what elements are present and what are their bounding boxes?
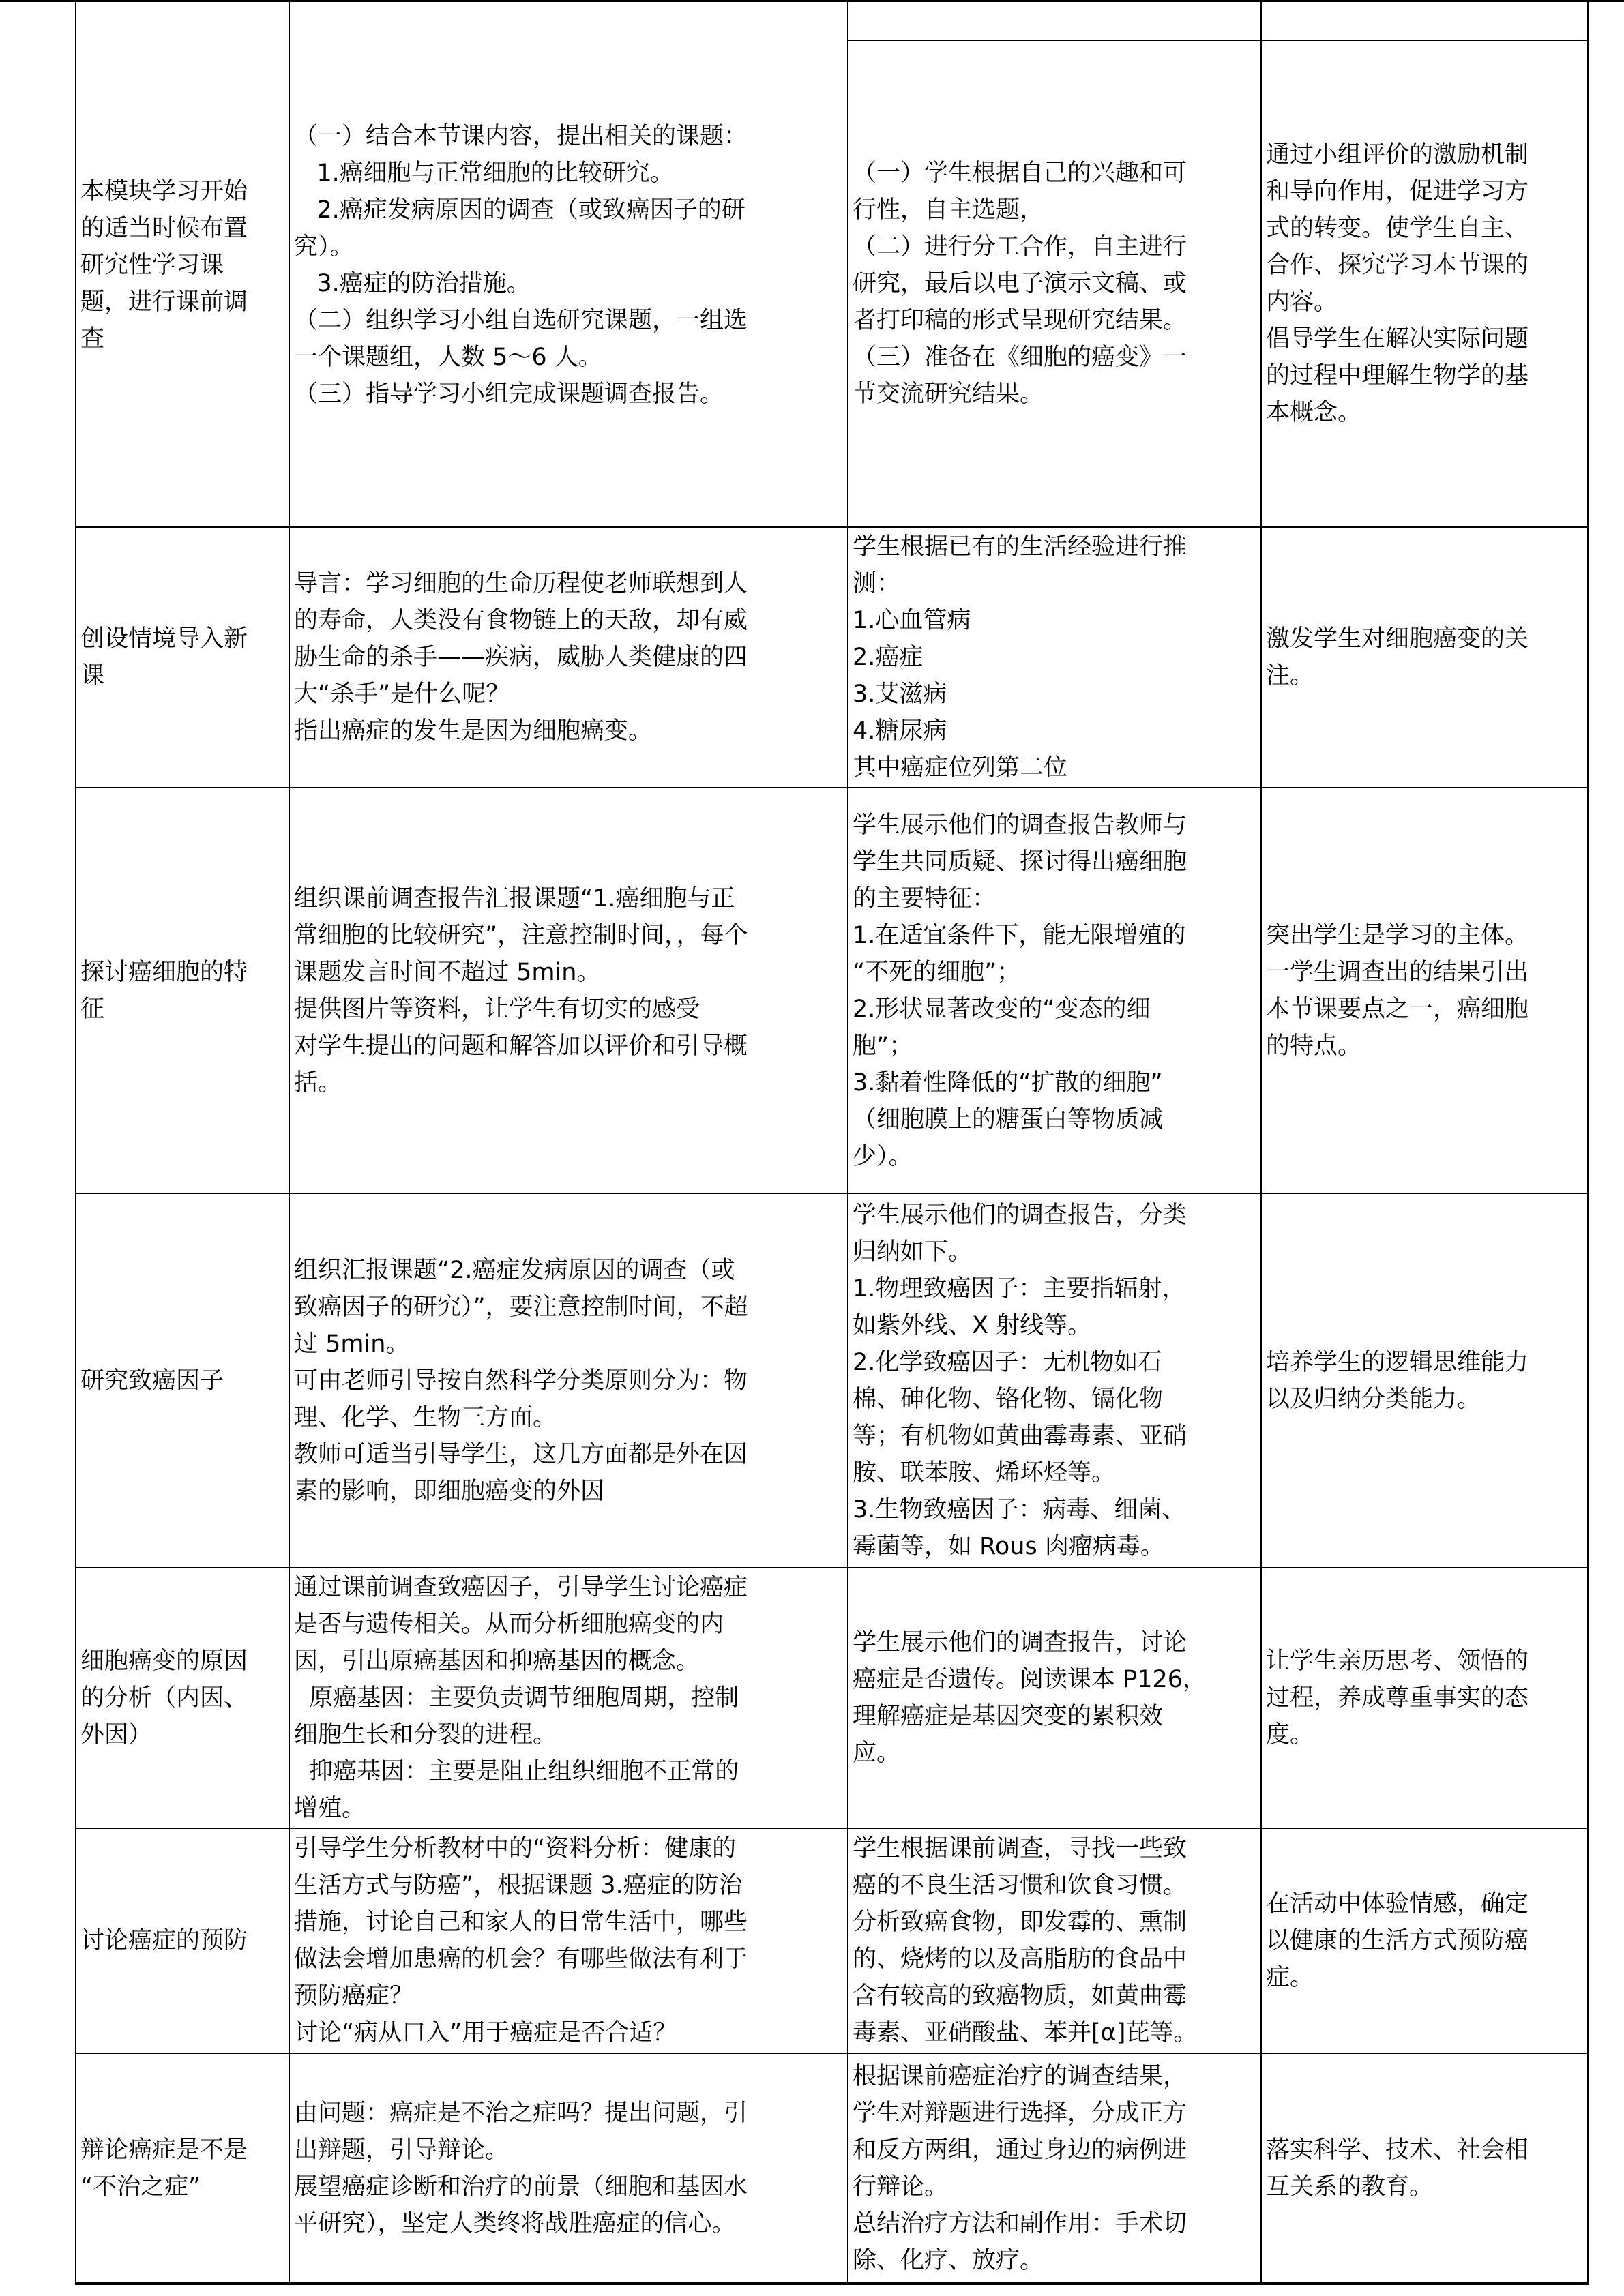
stage-cell <box>76 528 289 787</box>
text-line: 测： <box>853 570 901 597</box>
text-line: 征 <box>80 995 105 1023</box>
text-line: 究）。 <box>294 233 354 260</box>
student-activity-cell <box>848 1568 1260 1828</box>
text-line: （一）学生根据自己的兴趣和可 <box>853 160 1187 187</box>
text-line: 4.糖尿病 <box>853 717 947 745</box>
text-line: 学生共同质疑、探讨得出癌细胞 <box>853 848 1187 876</box>
text-line: 过 5min。 <box>294 1330 410 1358</box>
text-line: 癌的不良生活习惯和饮食习惯。 <box>853 1872 1187 1899</box>
text-line: 胁生命的杀手——疾病，威胁人类健康的四 <box>294 644 748 671</box>
text-line: 研究，最后以电子演示文稿、或 <box>853 270 1187 297</box>
text-line: 过程，养成尊重事实的态 <box>1266 1684 1529 1712</box>
text-line: 导言：学习细胞的生命历程使老师联想到人 <box>294 570 748 597</box>
text-line: 是否与遗传相关。从而分析细胞癌变的内 <box>294 1611 724 1638</box>
stage-cell <box>76 1568 289 1828</box>
design-intent-cell <box>1262 1194 1587 1567</box>
text-line: 出辩题，引导辩论。 <box>294 2136 510 2164</box>
text-line: 以健康的生活方式预防癌 <box>1266 1927 1529 1954</box>
text-line: 等；有机物如黄曲霉毒素、亚硝 <box>853 1422 1187 1450</box>
text-line: 在活动中体验情感，确定 <box>1266 1890 1529 1918</box>
text-line: 本节课要点之一，癌细胞 <box>1266 995 1529 1023</box>
text-line: 学生根据已有的生活经验进行推 <box>853 533 1187 561</box>
text-line: 学生对辩题进行选择，分成正方 <box>853 2099 1187 2127</box>
text-line: 平研究），坚定人类终将战胜癌症的信心。 <box>294 2209 736 2237</box>
text-line: 课题发言时间不超过 5min。 <box>294 958 601 986</box>
text-line: 大“杀手”是什么呢？ <box>294 681 510 708</box>
text-line: 本模块学习开始 <box>80 177 248 205</box>
text-line: 对学生提出的问题和解答加以评价和引导概 <box>294 1032 748 1060</box>
text-line: 3.艾滋病 <box>853 681 947 708</box>
text-line: 突出学生是学习的主体。 <box>1266 921 1529 949</box>
text-line: 因，引出原癌基因和抑癌基因的概念。 <box>294 1648 700 1675</box>
teacher-activity-cell <box>290 528 847 787</box>
text-line: 癌症是否遗传。阅读课本 P126， <box>853 1666 1207 1693</box>
text-line: 致癌因子的研究）”，要注意控制时间，不超 <box>294 1293 748 1321</box>
text-line: 注。 <box>1266 662 1314 689</box>
text-line: 本概念。 <box>1266 399 1362 426</box>
design-intent-cell <box>1262 2054 1587 2282</box>
text-line: 的特点。 <box>1266 1032 1362 1060</box>
text-line: 课 <box>80 662 105 689</box>
text-line: 可由老师引导按自然科学分类原则分为：物 <box>294 1367 748 1395</box>
text-line: 2.癌症 <box>853 644 924 671</box>
text-line: 括。 <box>294 1069 342 1097</box>
design-intent-cell <box>1262 1568 1587 1828</box>
text-line: 症。 <box>1266 1964 1314 1991</box>
text-line: 细胞生长和分裂的进程。 <box>294 1721 557 1748</box>
text-line: 题，进行课前调 <box>80 288 248 316</box>
teacher-activity-cell <box>290 1829 847 2053</box>
text-line: 理、化学、生物三方面。 <box>294 1403 557 1431</box>
text-line: 通过小组评价的激励机制 <box>1266 141 1529 168</box>
text-line: 1.在适宜条件下，能无限增殖的 <box>853 921 1186 949</box>
design-intent-cell <box>1262 41 1587 526</box>
text-line: 预防癌症？ <box>294 1982 414 2010</box>
text-line: 2.癌症发病原因的调查（或致癌因子的研 <box>294 196 745 224</box>
student-activity-cell <box>848 2054 1260 2282</box>
text-line: 的适当时候布置 <box>80 214 248 242</box>
text-line: 辩论癌症是不是 <box>80 2136 248 2164</box>
text-line: 倡导学生在解决实际问题 <box>1266 325 1529 353</box>
text-line: 一个课题组，人数 5～6 人。 <box>294 343 602 371</box>
text-line: 的、烧烤的以及高脂肪的食品中 <box>853 1945 1187 1973</box>
text-line: 指出癌症的发生是因为细胞癌变。 <box>294 717 653 745</box>
text-line: 查 <box>80 325 105 353</box>
text-line: 学生展示他们的调查报告，讨论 <box>853 1629 1187 1656</box>
teacher-activity-cell <box>290 1194 847 1567</box>
text-line: 2.化学致癌因子：无机物如石 <box>853 1348 1162 1376</box>
text-line: 如紫外线、X 射线等。 <box>853 1311 1092 1339</box>
text-line: 的过程中理解生物学的基 <box>1266 362 1529 389</box>
text-line: 1.物理致癌因子：主要指辐射， <box>853 1274 1186 1302</box>
text-line: 2.形状显著改变的“变态的细 <box>853 995 1151 1023</box>
student-activity-cell <box>848 528 1260 787</box>
text-line: 激发学生对细胞癌变的关 <box>1266 625 1529 653</box>
text-line: 根据课前癌症治疗的调查结果， <box>853 2062 1187 2090</box>
text-line: 分析致癌食物，即发霉的、熏制 <box>853 1909 1187 1936</box>
text-line: 胞”； <box>853 1032 913 1060</box>
text-line: 措施，讨论自己和家人的日常生活中，哪些 <box>294 1909 748 1936</box>
text-line: 含有较高的致癌物质，如黄曲霉 <box>853 1982 1187 2010</box>
text-line: “不死的细胞”； <box>853 958 1021 986</box>
stage-cell <box>76 3 289 526</box>
text-line: 除、化疗、放疗。 <box>853 2246 1044 2274</box>
text-line: 外因） <box>80 1721 153 1748</box>
text-line: 1.癌细胞与正常细胞的比较研究。 <box>294 159 674 187</box>
text-line: （细胞膜上的糖蛋白等物质减 <box>853 1105 1164 1133</box>
student-activity-cell <box>848 788 1260 1193</box>
text-line: （三）指导学习小组完成课题调查报告。 <box>294 380 724 408</box>
text-line: 组织课前调查报告汇报课题“1.癌细胞与正 <box>294 884 735 912</box>
text-line: 学生展示他们的调查报告，分类 <box>853 1201 1187 1229</box>
text-line: 探讨癌细胞的特 <box>80 958 248 986</box>
teacher-activity-cell <box>290 3 847 526</box>
text-line: 内容。 <box>1266 288 1338 316</box>
text-line: 总结治疗方法和副作用：手术切 <box>853 2209 1187 2237</box>
student-activity-cell <box>848 1194 1260 1567</box>
text-line: （二）进行分工合作，自主进行 <box>853 233 1187 260</box>
text-line: 归纳如下。 <box>853 1238 973 1266</box>
stage-cell <box>76 1829 289 2053</box>
text-line: 式的转变。使学生自主、 <box>1266 215 1529 242</box>
text-line: （三）准备在《细胞的癌变》一 <box>853 344 1187 371</box>
text-line: 互关系的教育。 <box>1266 2173 1434 2201</box>
text-line: 抑癌基因：主要是阻止组织细胞不正常的 <box>294 1758 739 1785</box>
teacher-activity-cell <box>290 1568 847 1828</box>
stage-cell <box>76 2054 289 2282</box>
text-line: 胺、联苯胺、烯环烃等。 <box>853 1459 1116 1487</box>
text-line: 素的影响，即细胞癌变的外因 <box>294 1477 605 1505</box>
column-divider <box>1587 2 1589 2284</box>
text-line: 毒素、亚硝酸盐、苯并[α]芘等。 <box>853 2019 1198 2046</box>
stage-cell <box>76 788 289 1193</box>
text-line: 学生展示他们的调查报告教师与 <box>853 811 1187 839</box>
text-line: 者打印稿的形式呈现研究结果。 <box>853 307 1187 334</box>
text-line: 让学生亲历思考、领悟的 <box>1266 1648 1529 1675</box>
text-line: 度。 <box>1266 1721 1314 1748</box>
text-line: 和导向作用，促进学习方 <box>1266 178 1529 205</box>
text-line: 行辩论。 <box>853 2173 949 2201</box>
text-line: 1.心血管病 <box>853 607 971 634</box>
text-line: 通过课前调查致癌因子，引导学生讨论癌症 <box>294 1574 748 1601</box>
text-line: 的分析（内因、 <box>80 1684 248 1712</box>
student-activity-cell <box>848 41 1260 526</box>
design-intent-cell <box>1262 788 1587 1193</box>
text-line: 节交流研究结果。 <box>853 381 1044 408</box>
text-line: （二）组织学习小组自选研究课题，一组选 <box>294 306 748 334</box>
design-intent-cell <box>1262 1829 1587 2053</box>
text-line: 的寿命，人类没有食物链上的天敌，却有威 <box>294 607 748 634</box>
text-line: 培养学生的逻辑思维能力 <box>1266 1348 1529 1376</box>
text-line: 霉菌等，如 Rous 肉瘤病毒。 <box>853 1532 1164 1560</box>
text-line: 和反方两组，通过身边的病例进 <box>853 2136 1187 2164</box>
text-line: 一学生调查出的结果引出 <box>1266 958 1529 986</box>
text-line: 生活方式与防癌”，根据课题 3.癌症的防治 <box>294 1872 743 1899</box>
text-line: 少）。 <box>853 1142 913 1170</box>
text-line: 其中癌症位列第二位 <box>853 754 1068 781</box>
text-line: 引导学生分析教材中的“资料分析：健康的 <box>294 1835 737 1862</box>
text-line: 讨论“病从口入”用于癌症是否合适？ <box>294 2019 677 2046</box>
text-line: 教师可适当引导学生，这几方面都是外在因 <box>294 1440 748 1468</box>
text-line: 行性，自主选题， <box>853 196 1044 224</box>
text-line: 创设情境导入新 <box>80 625 248 653</box>
stage-cell <box>76 1194 289 1567</box>
text-line: 做法会增加患癌的机会？有哪些做法有利于 <box>294 1945 748 1973</box>
row-divider <box>75 2282 1589 2285</box>
text-line: 落实科学、技术、社会相 <box>1266 2136 1529 2164</box>
text-line: 常细胞的比较研究”，注意控制时间，，每个 <box>294 921 748 949</box>
text-line: 原癌基因：主要负责调节细胞周期，控制 <box>294 1684 739 1712</box>
text-line: 棉、砷化物、铬化物、镉化物 <box>853 1385 1164 1413</box>
text-line: 3.生物致癌因子：病毒、细菌、 <box>853 1495 1186 1523</box>
text-line: 3.黏着性降低的“扩散的细胞” <box>853 1069 1163 1097</box>
text-line: 细胞癌变的原因 <box>80 1648 248 1675</box>
student-activity-cell <box>848 1829 1260 2053</box>
text-line: 增殖。 <box>294 1795 366 1822</box>
text-line: 学生根据课前调查，寻找一些致 <box>853 1835 1187 1862</box>
text-line: 合作、探究学习本节课的 <box>1266 252 1529 279</box>
text-line: 展望癌症诊断和治疗的前景（细胞和基因水 <box>294 2173 748 2201</box>
text-line: 以及归纳分类能力。 <box>1266 1385 1481 1413</box>
text-line: 3.癌症的防治措施。 <box>294 269 531 297</box>
text-line: 的主要特征： <box>853 884 996 912</box>
teacher-activity-cell <box>290 2054 847 2282</box>
text-line: 讨论癌症的预防 <box>80 1927 248 1954</box>
text-line: 研究致癌因子 <box>80 1367 224 1395</box>
text-line: 研究性学习课 <box>80 251 224 279</box>
teacher-activity-cell <box>290 788 847 1193</box>
text-line: 理解癌症是基因突变的累积效 <box>853 1703 1164 1730</box>
text-line: （一）结合本节课内容，提出相关的课题： <box>294 122 748 150</box>
text-line: 应。 <box>853 1740 901 1767</box>
page-top-border <box>0 0 1624 2</box>
text-line: “不治之症” <box>80 2173 201 2201</box>
design-intent-cell <box>1262 528 1587 787</box>
text-line: 组织汇报课题“2.癌症发病原因的调查（或 <box>294 1256 735 1284</box>
text-line: 由问题：癌症是不治之症吗？提出问题，引 <box>294 2099 748 2127</box>
text-line: 提供图片等资料，让学生有切实的感受 <box>294 995 700 1023</box>
